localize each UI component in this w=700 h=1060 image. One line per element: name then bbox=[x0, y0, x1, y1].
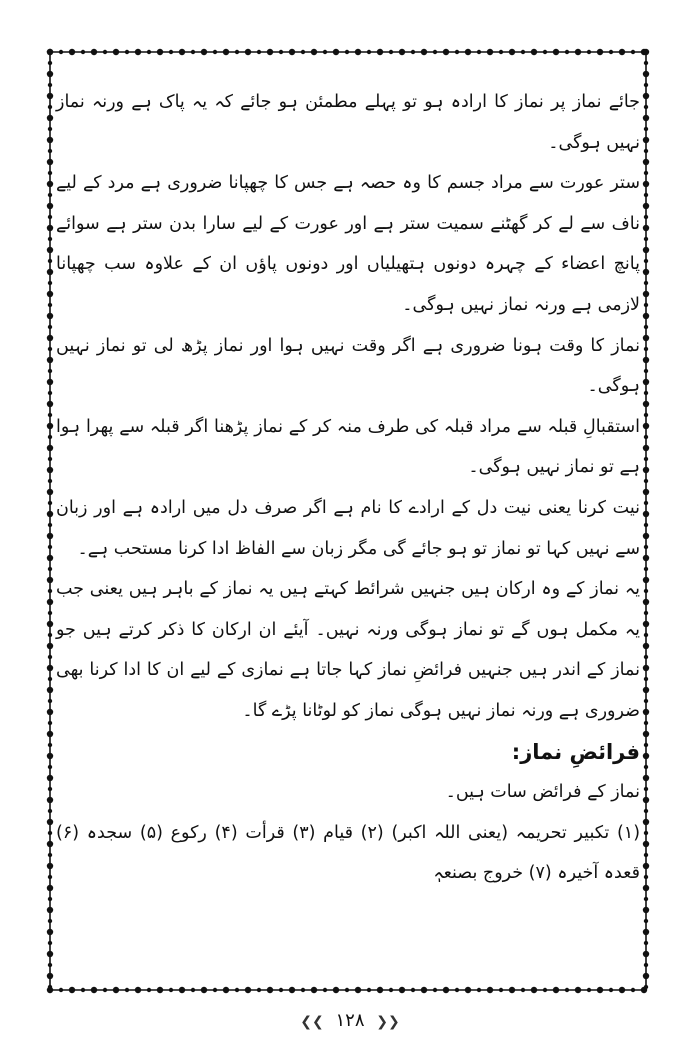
paragraph-prayer-mat: جائے نماز پر نماز کا ارادہ ہو تو پہلے مطمئن ہو جائے کہ یہ پاک ہے ورنہ نماز نہیں ہوگی۔ bbox=[56, 92, 640, 153]
right-ornament-icon: ❯❯ bbox=[300, 1014, 324, 1030]
page-frame bbox=[46, 48, 650, 994]
paragraph-waqt: نماز کا وقت ہونا ضروری ہے اگر وقت نہیں ہوا اور نماز پڑھ لی تو نماز نہیں ہوگی۔ bbox=[56, 335, 640, 397]
paragraph-count: نماز کے فرائض سات ہیں۔ bbox=[445, 782, 640, 803]
paragraph-satr: ستر عورت سے مراد جسم کا وہ حصہ ہے جس کا چھپانا ضروری ہے مرد کے لیے ناف سے لے کر گھٹنے سمیت ستر ہے اور عورت کے لیے سارا بدن ستر ہے سوائے پانچ اعضاء کے چہرہ دونوں ہتھیلیاں اور دونوں پاؤں ان کے علاوہ سب چھپانا لازمی ہے ورنہ نماز نہیں ہوگی۔ bbox=[56, 173, 640, 315]
left-ornament-icon: ❮❮ bbox=[376, 1014, 400, 1030]
page-number: ۱۲۸ bbox=[335, 1010, 365, 1031]
paragraph-shara-it: یہ نماز کے وہ ارکان ہیں جنہیں شرائط کہتے ہیں یہ نماز کے باہر ہیں یعنی جب یہ مکمل ہوں گے تو نماز ہوگی ورنہ نہیں۔ آیئے ان ارکان کا ذکر کرتے ہیں جو نماز کے اندر ہیں جنہیں فرائضِ نماز کہا جاتا ہے نمازی کے لیے ان کا ادا کرنا بھی ضروری ہے ورنہ نماز نہیں ہوگی نماز کو لوٹانا پڑے گا۔ bbox=[56, 579, 640, 721]
paragraph-niyyat: نیت کرنا یعنی نیت دل کے ارادے کا نام ہے اگر صرف دل میں ارادہ ہے اور زبان سے نہیں کہا تو نماز تو ہو جائے گی مگر زبان سے الفاظ ادا کرنا مستحب ہے۔ bbox=[56, 497, 640, 559]
section-heading: فرائضِ نماز: bbox=[511, 739, 640, 764]
paragraph-qibla: استقبالِ قبلہ سے مراد قبلہ کی طرف منہ کر کے نماز پڑھنا اگر قبلہ سے پھرا ہوا ہے تو نماز نہیں ہوگی۔ bbox=[56, 416, 640, 478]
page-number-footer bbox=[0, 1010, 700, 1031]
paragraph-list: (۱) تکبیر تحریمہ (یعنی اللہ اکبر) (۲) قیام (۳) قرأت (۴) رکوع (۵) سجدہ (۶) قعدہ آخیرہ (۷) خروج بصنعہٖ bbox=[56, 822, 641, 884]
page-body bbox=[56, 82, 640, 894]
